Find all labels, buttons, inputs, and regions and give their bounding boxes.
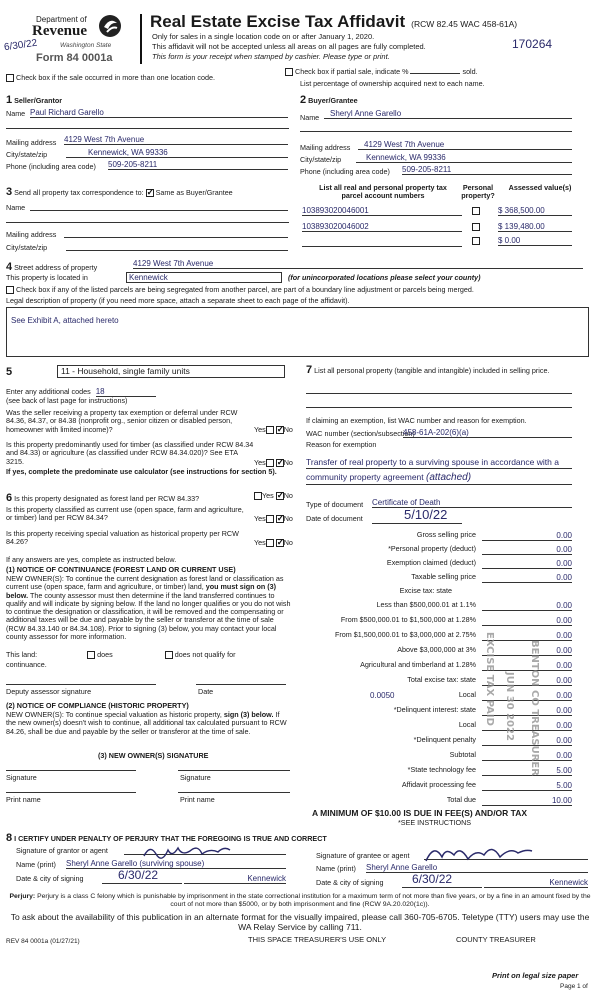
calc-row: Taxable selling price 0.00: [411, 572, 572, 582]
timber-no-checkbox[interactable]: [276, 459, 284, 467]
calc-row: 0.0050 Local 0.00: [370, 690, 572, 700]
reason-attached-hw: (attached): [426, 472, 472, 483]
seller-phone-row: Phone (including area code) 509-205-8211: [6, 163, 289, 171]
seller-city-field[interactable]: Kennewick, WA 99336: [66, 148, 288, 158]
grantee-signature-icon: [424, 841, 534, 865]
section7-heading: 7 List all personal property (tangible and intangible) included in selling price.: [306, 364, 550, 376]
grantor-date-row: Date & city of signing 6/30/22 Kennewick: [16, 868, 286, 883]
addl-codes-field[interactable]: 18: [96, 387, 156, 397]
calc-value[interactable]: 0.00: [482, 646, 572, 656]
current-use-yes-checkbox[interactable]: [266, 515, 274, 523]
calc-value[interactable]: 0.00: [482, 721, 572, 731]
perjury-note: Perjury: Perjury is a class C felony which is punishable by imprisonment in the state correctional institution for a maximum term of not more than five years, or by a fine in an amount fixed by the court of not more than $5000, or by both imprisonment and fine (RCW 9A.20.020(1c)).: [9, 893, 591, 908]
parcel-number-field[interactable]: [302, 236, 462, 247]
buyer-mail-field[interactable]: 4129 West 7th Avenue: [358, 140, 572, 150]
buyer-city-field[interactable]: Kennewick, WA 99336: [356, 153, 572, 163]
section3-city-row: City/state/zip: [6, 244, 289, 252]
header-line-3: This form is your receipt when stamped by cashier. Please type or print.: [152, 52, 390, 61]
calc-value[interactable]: 10.00: [482, 796, 572, 806]
wac-number-field[interactable]: 458-61A-202(6)(a): [403, 428, 572, 438]
current-use-no-checkbox[interactable]: [276, 515, 284, 523]
location-select[interactable]: Kennewick: [126, 272, 282, 283]
calc-row: Affidavit processing fee 5.00: [401, 780, 572, 790]
seller-name-field[interactable]: Paul Richard Garello: [30, 108, 288, 118]
signature-label-2: Signature: [180, 773, 211, 782]
revenue-logo-icon: [98, 14, 122, 38]
calc-row: Excise tax: state: [399, 586, 452, 595]
deputy-date-field[interactable]: [196, 684, 286, 685]
parcel-row: [302, 206, 572, 218]
buyer-name-field[interactable]: Sheryl Anne Garello: [324, 109, 572, 119]
calc-row: *Personal property (deduct) 0.00: [388, 544, 572, 554]
exemption-label: If claiming an exemption, list WAC number and reason for exemption.: [306, 416, 527, 425]
calc-row: Total excise tax: state 0.00: [407, 675, 572, 685]
personal-property-checkbox[interactable]: [472, 223, 480, 231]
calc-value[interactable]: 0.00: [482, 706, 572, 716]
grantor-date-field[interactable]: 6/30/22: [102, 869, 182, 884]
buyer-mail-row: Mailing address 4129 West 7th Avenue: [300, 144, 572, 152]
assessed-col-header: Assessed value(s): [508, 183, 572, 192]
form-title-block: [150, 12, 590, 32]
excise-paid-stamp: EXCISE TAX PAID: [484, 632, 495, 726]
county-treasurer: COUNTY TREASURER: [456, 935, 536, 944]
calc-row: *Delinquent penalty 0.00: [413, 735, 572, 745]
section4-street-row: 4 Street address of property 4129 West 7th Avenue: [6, 261, 589, 274]
section6-q1: 6 Is this property designated as forest land per RCW 84.33?: [6, 492, 200, 504]
assessed-value-field[interactable]: $ 139,480.00: [498, 222, 572, 232]
buyer-phone-field[interactable]: 509-205-8211: [402, 165, 572, 175]
segregated-checkbox[interactable]: [6, 286, 14, 294]
calc-row: Total due 10.00: [446, 795, 572, 805]
buyer-city-row: City/state/zip Kennewick, WA 99336: [300, 156, 572, 164]
stamp-date: JUN 30 2022: [504, 672, 515, 741]
multi-location-checkbox[interactable]: [6, 74, 14, 82]
seller-heading: 1 Seller/Grantor: [6, 94, 63, 106]
same-as-buyer-checkbox[interactable]: [146, 189, 154, 197]
minimum-due-note: A MINIMUM OF $10.00 IS DUE IN FEE(S) AND/OR TAX: [312, 808, 528, 818]
seller-name-label: Name: [6, 109, 26, 118]
reason-line-2[interactable]: community property agreement (attached): [306, 472, 572, 485]
grantee-name-row: Name (print) Sheryl Anne Garello: [316, 865, 588, 873]
q-historic-answer[interactable]: Yes ✓ No: [254, 539, 293, 547]
section3-heading: 3 Send all property tax correspondence to: ✓ Same as Buyer/Grantee: [6, 186, 233, 199]
continuance-heading: (1) NOTICE OF CONTINUANCE (FOREST LAND OR CURRENT USE): [6, 565, 236, 574]
q-forest-answer[interactable]: Yes ✓ No: [254, 492, 293, 500]
calc-row: Exemption claimed (deduct) 0.00: [386, 558, 572, 568]
forest-no-checkbox[interactable]: [276, 492, 284, 500]
wac-row: WAC number (section/subsection) 458-61A-202(6)(a): [306, 430, 572, 438]
q-exemption-answer[interactable]: Yes ✓ No: [254, 426, 293, 434]
legal-description-text: See Exhibit A, attached hereto: [11, 316, 119, 325]
q-current-use-answer[interactable]: Yes ✓ No: [254, 515, 293, 523]
grantee-date-field[interactable]: 6/30/22: [402, 873, 482, 888]
buyer-phone-row: Phone (including area code) 509-205-8211: [300, 168, 572, 176]
grantor-signature-field[interactable]: [124, 854, 286, 855]
new-owner-print-field-2[interactable]: [178, 792, 290, 793]
exemption-yes-checkbox[interactable]: [266, 426, 274, 434]
land-does-not-checkbox[interactable]: [165, 651, 173, 659]
section4-located-row: This property is located in Kennewick (for unincorporated locations please select your county): [6, 273, 481, 282]
continuance-word: continuance.: [6, 660, 47, 669]
calc-value[interactable]: 0.00: [482, 573, 572, 583]
section6-q3: Is this property receiving special valuation as historical property per RCW 84.26?: [6, 529, 239, 547]
legal-description-label: Legal description of property (if you need more space, attach a separate sheet to each page of the affidavit).: [6, 296, 350, 305]
partial-sale-sub: List percentage of ownership acquired next to each name.: [300, 79, 485, 88]
calc-row: *Delinquent interest: state 0.00: [393, 705, 572, 715]
grantee-sig-row: Signature of grantee or agent: [316, 852, 588, 860]
parcel-number-field[interactable]: 103893020046002: [302, 222, 462, 232]
treasurer-use-only: THIS SPACE TREASURER'S USE ONLY: [248, 935, 387, 944]
header-line-1: Only for sales in a single location code on or after January 1, 2020.: [152, 32, 375, 41]
historic-yes-checkbox[interactable]: [266, 539, 274, 547]
calc-value[interactable]: 0.00: [482, 631, 572, 641]
answers-note: If any answers are yes, complete as instructed below.: [6, 555, 177, 564]
doc-date-field[interactable]: 5/10/22: [372, 508, 462, 524]
agency-name: Revenue: [32, 23, 87, 39]
partial-sale-checkbox[interactable]: [285, 68, 293, 76]
addl-codes-note: (see back of last page for instructions): [6, 396, 128, 405]
exemption-no-checkbox[interactable]: [276, 426, 284, 434]
seller-name-line-2[interactable]: [6, 128, 289, 129]
calc-row: From $500,000.01 to $1,500,000 at 1.28% 0.00: [340, 615, 572, 625]
seller-name-row: [6, 110, 289, 118]
section8-certify: 8 I CERTIFY UNDER PENALTY OF PERJURY THAT THE FOREGOING IS TRUE AND CORRECT: [6, 832, 327, 844]
segregated-check[interactable]: Check box if any of the listed parcels are being segregated from another parcel, are part of a boundary line adjustment or parcels being merged.: [6, 286, 596, 294]
calc-row: Less than $500,000.01 at 1.1% 0.00: [376, 600, 572, 610]
calc-value[interactable]: 0.00: [482, 751, 572, 761]
assessed-value-field[interactable]: $ 368,500.00: [498, 206, 572, 216]
print-name-label-1: Print name: [6, 795, 41, 804]
deputy-signature-label: Deputy assessor signature: [6, 687, 92, 696]
new-owner-sig-heading: (3) NEW OWNER(S) SIGNATURE: [98, 751, 209, 760]
q-timber-answer[interactable]: Yes ✓ No: [254, 459, 293, 467]
personal-property-line-1[interactable]: [306, 393, 572, 394]
section3-name-line-2[interactable]: [6, 222, 289, 223]
compliance-heading: (2) NOTICE OF COMPLIANCE (HISTORIC PROPERTY): [6, 701, 189, 710]
buyer-heading: 2 Buyer/Grantee: [300, 94, 358, 106]
buyer-name-line-2[interactable]: [300, 131, 572, 132]
calc-row: *State technology fee 5.00: [407, 765, 572, 775]
assessed-value-field[interactable]: $ 0.00: [498, 236, 572, 246]
partial-sale-suffix: sold.: [462, 67, 478, 76]
section3-name-row: Name: [6, 204, 289, 212]
multi-location-check[interactable]: [6, 74, 215, 82]
calc-value[interactable]: 0.00: [482, 736, 572, 746]
reason-line-1[interactable]: Transfer of real property to a surviving spouse in accordance with a: [306, 458, 572, 469]
section5-header: 5: [6, 366, 13, 378]
q-timber: Is this property predominantly used for timber (as classified under RCW 84.34 and 84.33) or agriculture (as classified under RCW 84.34.020)? See ETA 3215.: [6, 440, 254, 466]
section3-mail-row: Mailing address: [6, 231, 289, 239]
section3-city-field[interactable]: [66, 250, 288, 251]
new-owner-sig-field-2[interactable]: [178, 770, 290, 771]
deputy-date-label: Date: [198, 687, 214, 696]
grantee-signature-field[interactable]: [424, 859, 588, 860]
calc-row: Agricultural and timberland at 1.28% 0.00: [360, 660, 572, 670]
header-divider: [140, 14, 142, 64]
calc-row: Local 0.00: [458, 720, 572, 730]
print-legal-note: Print on legal size paper: [492, 971, 579, 980]
calc-value[interactable]: 5.00: [482, 766, 572, 776]
historic-no-checkbox[interactable]: [276, 539, 284, 547]
calc-row: Subtotal 0.00: [449, 750, 572, 760]
q-exemption: Was the seller receiving a property tax exemption or deferral under RCW 84.36, 84.37, or 84.38 (nonprofit org., senior citizen or disabled person, homeowner with limited income)?: [6, 408, 238, 434]
buyer-name-row: Name Sheryl Anne Garello: [300, 114, 572, 122]
reason-label: Reason for exemption: [306, 440, 377, 449]
grantor-name-row: Name (print) Sheryl Anne Garello (surviving spouse): [16, 861, 286, 869]
see-instructions: *SEE INSTRUCTIONS: [398, 818, 472, 827]
personal-col-header: Personal property?: [461, 183, 495, 201]
handwritten-number: 170264: [512, 37, 553, 51]
land-does-checkbox[interactable]: [87, 651, 95, 659]
grantee-name-field[interactable]: Sheryl Anne Garello: [366, 863, 588, 873]
new-owner-print-field-1[interactable]: [6, 792, 136, 793]
continuance-text: NEW OWNER(S): To continue the current designation as forest land or classification as current use (open space, farm and agriculture, or timber) land, you must sign on (3) below. The county assessor must then determine if the land transferred continues to qualify and will indicate by signing below. If the land no longer qualifies or you do not wish to continue the designation or classification, it will be removed and the compensating or additional taxes will be due and payable by the seller or transferor at the time of sale (RCW 84.33.140 or 84.34.108). Prior to signing (3) below, you may contact your local county assessor for more information.: [6, 574, 291, 641]
new-owner-sig-field-1[interactable]: [6, 770, 136, 771]
this-land-row: This land: does does not qualify for: [6, 650, 236, 659]
signature-label-1: Signature: [6, 773, 37, 782]
agency-top-text: Department of: [36, 15, 87, 24]
calc-value[interactable]: 5.00: [482, 781, 572, 791]
deputy-signature-field[interactable]: [6, 684, 156, 685]
local-rate: 0.0050: [370, 691, 395, 700]
form-rcw: (RCW 82.45 WAC 458-61A): [411, 19, 518, 29]
parcel-col-header: List all real and personal property tax parcel account numbers: [319, 183, 447, 201]
parcel-row: [302, 236, 572, 248]
grantor-city-field[interactable]: Kennewick: [184, 874, 286, 884]
doc-date-row: Date of document 5/10/22: [306, 515, 572, 523]
calc-row: Above $3,000,000 at 3% 0.00: [397, 645, 572, 655]
partial-sale-label: Check box if partial sale, indicate %: [295, 67, 409, 76]
agency-state: Washington State: [60, 42, 112, 49]
header-line-2: This affidavit will not be accepted unless all areas on all pages are fully completed.: [152, 42, 426, 51]
legal-description-field[interactable]: [6, 307, 589, 357]
accessibility-note: To ask about the availability of this publication in an alternate format for the visually impaired, please call 360-705-6705. Teletype (TTY) users may use the WA Relay Service by calling 711.: [10, 912, 590, 932]
handwritten-date: 6/30/22: [3, 37, 38, 54]
timber-yes-checkbox[interactable]: [266, 459, 274, 467]
use-code-select[interactable]: [57, 365, 285, 378]
grantor-signature-icon: [142, 842, 232, 860]
calc-value[interactable]: 0.00: [482, 676, 572, 686]
doc-type-field[interactable]: Certificate of Death: [372, 498, 572, 508]
section3-mail-field[interactable]: [64, 237, 288, 238]
seller-mail-field[interactable]: 4129 West 7th Avenue: [64, 135, 288, 145]
section3-name-field[interactable]: [30, 210, 288, 211]
personal-property-line-2[interactable]: [306, 407, 572, 408]
page-number: Page 1 of: [560, 983, 588, 990]
form-revision: REV 84 0001a (01/27/21): [6, 938, 80, 945]
calc-value[interactable]: 0.00: [482, 661, 572, 671]
print-name-label-2: Print name: [180, 795, 215, 804]
partial-sale-percent-field[interactable]: [410, 73, 460, 74]
calc-row: Gross selling price 0.00: [416, 530, 572, 540]
q-timber-note: If yes, complete the predominate use calculator (see instructions for section 5).: [6, 467, 277, 476]
section6-q2: Is this property classified as current use (open space, farm and agriculture, or timber) land per RCW 84.34?: [6, 505, 244, 523]
seller-phone-field[interactable]: 509-205-8211: [108, 160, 288, 170]
calc-value[interactable]: 0.00: [482, 691, 572, 701]
unincorporated-note: (for unincorporated locations please select your county): [288, 273, 481, 282]
calc-row: From $1,500,000.01 to $3,000,000 at 2.75% 0.00: [334, 630, 572, 640]
calc-value[interactable]: 0.00: [482, 545, 572, 555]
seller-mail-row: Mailing address 4129 West 7th Avenue: [6, 139, 289, 147]
doc-type-row: Type of document Certificate of Death: [306, 501, 572, 509]
parcel-row: [302, 222, 572, 234]
form-id: Form 84 0001a: [36, 52, 113, 64]
grantee-city-field[interactable]: Kennewick: [484, 878, 588, 888]
form-title: Real Estate Excise Tax Affidavit: [150, 12, 406, 31]
calc-value[interactable]: 0.00: [482, 601, 572, 611]
treasurer-stamp: BENTON CO TREASURER: [529, 640, 540, 776]
seller-city-row: City/state/zip Kennewick, WA 99336: [6, 151, 289, 159]
calc-value[interactable]: 0.00: [482, 559, 572, 569]
calc-value[interactable]: 0.00: [482, 616, 572, 626]
grantor-name-field[interactable]: Sheryl Anne Garello (surviving spouse): [66, 859, 286, 869]
grantor-sig-row: Signature of grantor or agent: [16, 847, 286, 855]
personal-property-checkbox[interactable]: [472, 207, 480, 215]
compliance-text: NEW OWNER(S): To continue special valuation as historic property, sign (3) below. If the new owner(s) doesn't wish to continue, all additional tax calculated pursuant to RCW 84.26, shall be due and payable by the seller or transferor at the time of sale.: [6, 710, 287, 736]
partial-sale-check[interactable]: [285, 68, 478, 76]
use-code-value: 11 - Household, single family units: [61, 366, 190, 376]
street-address-field[interactable]: 4129 West 7th Avenue: [133, 259, 583, 269]
calc-value[interactable]: 0.00: [482, 531, 572, 541]
multi-location-label: Check box if the sale occurred in more than one location code.: [16, 73, 215, 82]
grantee-date-row: Date & city of signing 6/30/22 Kennewick: [316, 872, 588, 887]
addl-codes-row: Enter any additional codes 18: [6, 387, 291, 397]
personal-property-checkbox[interactable]: [472, 237, 480, 245]
parcel-number-field[interactable]: 103893020046001: [302, 206, 462, 216]
forest-yes-checkbox[interactable]: [254, 492, 262, 500]
